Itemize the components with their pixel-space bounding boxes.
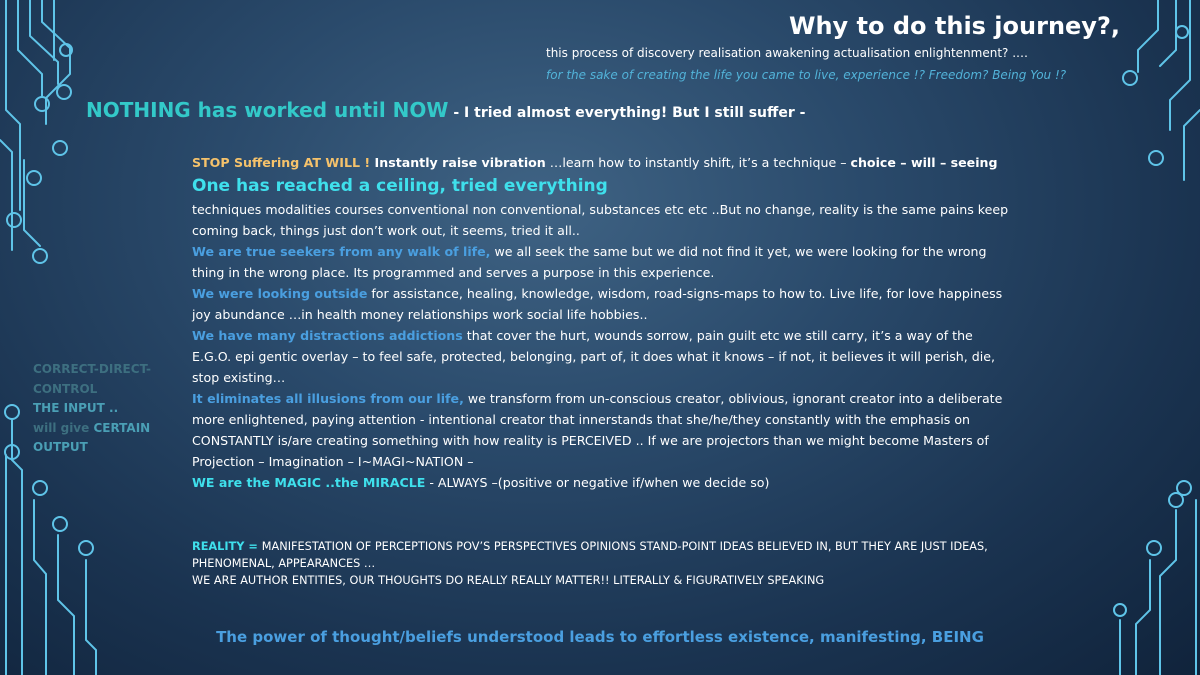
headline-aside: - I tried almost everything! But I still suffer - [448, 105, 806, 121]
distractions-paragraph [192, 325, 1012, 388]
main-text-block [192, 152, 1012, 493]
ceiling-heading: One has reached a ceiling, tried everything [192, 176, 608, 196]
stop-suffering-highlight: STOP Suffering AT WILL ! [192, 155, 375, 170]
side-note-line-2: CONTROL [33, 381, 98, 396]
side-note-line-4a: will give [33, 420, 94, 435]
reality-text: MANIFESTATION OF PERCEPTIONS POV’S PERSPECTIVES OPINIONS STAND-POINT IDEAS BELIEVED IN, BUT THEY ARE JUST IDEAS, PHENOMENAL, APPEARANCES … [192, 540, 988, 570]
slide-title: Why to do this journey?, [788, 12, 1120, 40]
distractions-highlight: We have many distractions addictions [192, 328, 463, 343]
subtitle-purpose: for the sake of creating the life you came to live, experience !? Freedom? Being You !? [546, 68, 1067, 82]
stop-bold-1: Instantly raise vibration [374, 155, 546, 170]
side-note-line-1: CORRECT-DIRECT- [33, 362, 151, 376]
side-note-line-5: OUTPUT [33, 440, 88, 454]
outside-highlight: We were looking outside [192, 286, 368, 301]
side-note-line-3: THE INPUT .. [33, 401, 119, 415]
illusions-paragraph [192, 388, 1012, 472]
reality-author-line: WE ARE AUTHOR ENTITIES, OUR THOUGHTS DO REALLY REALLY MATTER!! LITERALLY & FIGURATIVELY SPEAKING [192, 574, 825, 587]
seekers-paragraph [192, 241, 1012, 283]
distractions-text: that cover the hurt, wounds sorrow, pain guilt etc we still carry, it’s a way of the E.G.O. epi gentic overlay – to feel safe, protected, belonging, part of, it does what it knows – if not, it believes it will perish, die, stop existing… [192, 328, 996, 385]
magic-highlight: WE are the MAGIC ..the MIRACLE [192, 475, 426, 490]
magic-paragraph [192, 472, 1012, 493]
illusions-highlight: It eliminates all illusions from our life, [192, 391, 464, 406]
subtitle-process: this process of discovery realisation awakening actualisation enlightenment? .… [546, 46, 1029, 60]
footer-statement: The power of thought/beliefs understood leads to effortless existence, manifesting, BEING [216, 628, 984, 646]
outside-paragraph [192, 283, 1012, 325]
headline [86, 98, 805, 122]
side-note-line-4b: CERTAIN [93, 420, 151, 435]
seekers-text: we all seek the same but we did not find it yet, we were looking for the wrong thing in the wrong place. Its programmed and serves a purpose in this experience. [192, 244, 987, 280]
ceiling-paragraph: techniques modalities courses conventional non conventional, substances etc etc ..But no change, reality is the same pains keep coming back, things just don’t work out, it seems, tried it all.. [192, 202, 1009, 238]
reality-label: REALITY = [192, 540, 262, 553]
stop-bold-2: choice – will – seeing [850, 155, 998, 170]
stop-text: …learn how to instantly shift, it’s a technique – [545, 155, 851, 170]
illusions-text: we transform from un-conscious creator, oblivious, ignorant creator into a deliberate more enlightened, paying attention - intentional creator that innerstands that she/he/they constantly with the emphasis on CONSTANTLY is/are creating something with how reality is PERCEIVED .. If we are projectors than we might become Masters of Projection – Imagination – I~MAGI~NATION – [192, 391, 1003, 469]
side-note-line-4 [33, 419, 151, 439]
side-note [33, 360, 151, 458]
reality-definition [192, 538, 1012, 572]
reality-block [192, 538, 1012, 589]
outside-text: for assistance, healing, knowledge, wisdom, road-signs-maps to how to. Live life, for love happiness joy abundance …in health money relationships work social life hobbies.. [192, 286, 1003, 322]
headline-main: NOTHING has worked until NOW [86, 98, 449, 122]
seekers-highlight: We are true seekers from any walk of life, [192, 244, 491, 259]
stop-suffering-paragraph [192, 152, 1012, 173]
magic-text: - ALWAYS –(positive or negative if/when we decide so) [425, 475, 770, 490]
